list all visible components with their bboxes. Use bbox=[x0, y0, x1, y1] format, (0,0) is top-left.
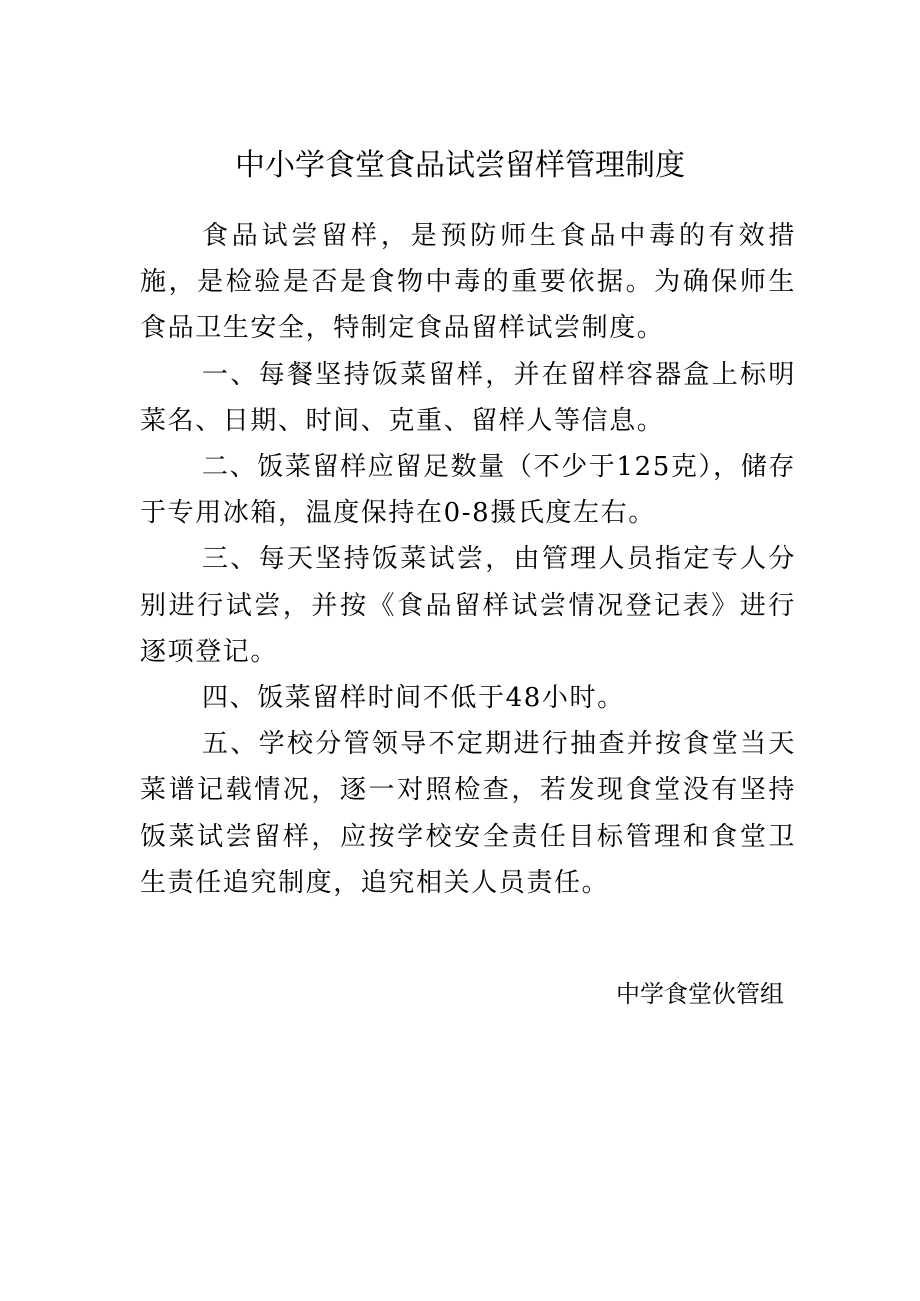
rule-3-paragraph: 三、每天坚持饭菜试尝，由管理人员指定专人分别进行试尝，并按《食品留样试尝情况登记表》进行逐项登记。 bbox=[140, 544, 796, 667]
signature: 中学食堂伙管组 bbox=[616, 980, 784, 1008]
rule-4-paragraph: 四、饭菜留样时间不低于48小时。 bbox=[202, 683, 625, 714]
rule-1-paragraph: 一、每餐坚持饭菜留样，并在留样容器盒上标明菜名、日期、时间、克重、留样人等信息。 bbox=[140, 359, 796, 436]
document-body bbox=[140, 213, 796, 906]
rule-5-paragraph: 五、学校分管领导不定期进行抽查并按食堂当天菜谱记载情况，逐一对照检查，若发现食堂没有坚持饭菜试尝留样，应按学校安全责任目标管理和食堂卫生责任追究制度，追究相关人员责任。 bbox=[140, 729, 796, 898]
document-title: 中小学食堂食品试尝留样管理制度 bbox=[235, 148, 685, 183]
intro-paragraph: 食品试尝留样，是预防师生食品中毒的有效措施，是检验是否是食物中毒的重要依据。为确保师生食品卫生安全，特制定食品留样试尝制度。 bbox=[140, 221, 796, 344]
rule-2-paragraph: 二、饭菜留样应留足数量（不少于125克），储存于专用冰箱，温度保持在0-8摄氏度左右。 bbox=[140, 452, 796, 529]
